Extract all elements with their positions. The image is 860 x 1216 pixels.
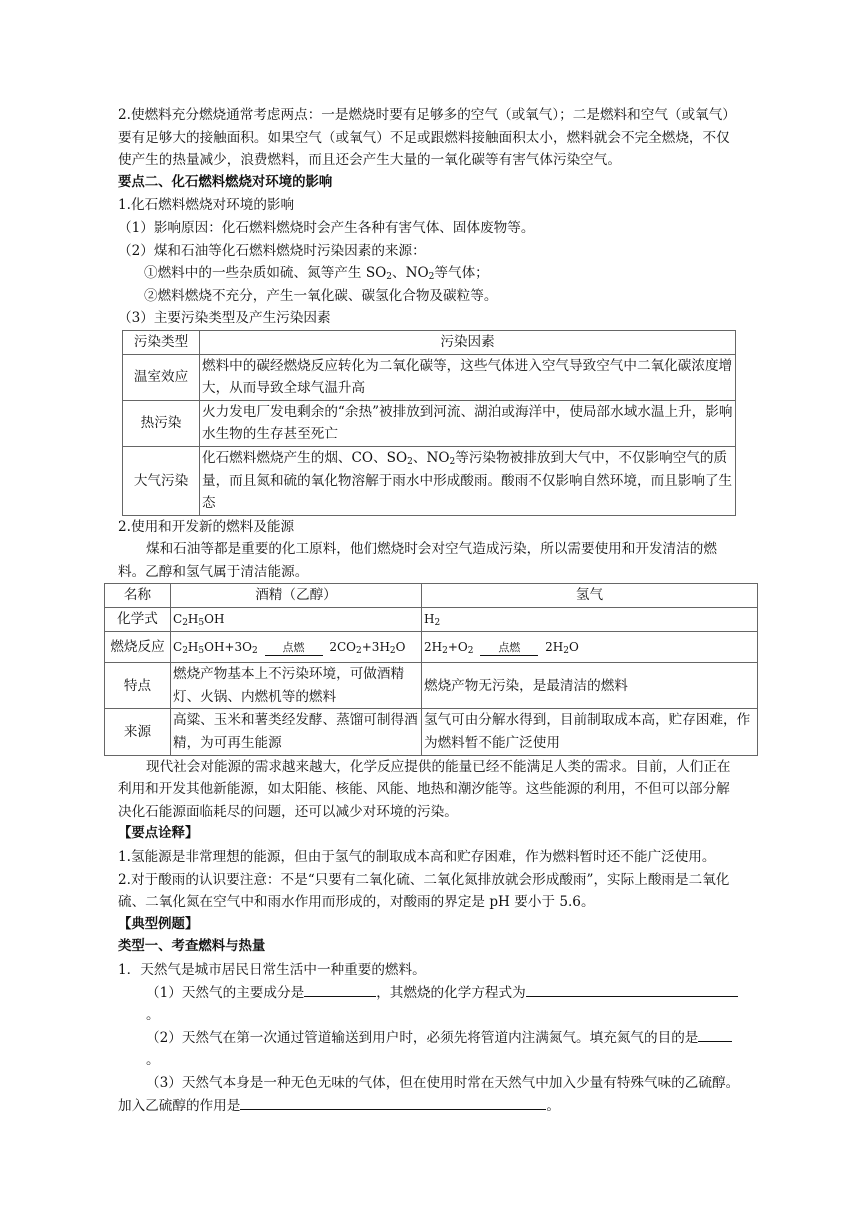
formula-text: 2CO <box>329 639 357 654</box>
subscript: 2 <box>563 645 569 656</box>
formula-text: O <box>395 639 406 654</box>
answer-blank[interactable] <box>304 982 376 997</box>
formula-text: 2H <box>545 639 564 654</box>
section-2-paragraph: 煤和石油等都是重要的化工原料，他们燃烧时会对空气造成污染，所以需要使用和开发清洁的燃料。乙醇和氢气属于清洁能源。 <box>118 541 717 580</box>
table-cell: 化学式 <box>105 608 171 632</box>
question-1-part-1 <box>118 982 740 1027</box>
question-text: （1）天然气的主要成分是 <box>146 984 305 1001</box>
section-1-title: 1.化石燃料燃烧对环境的影响 <box>118 197 295 214</box>
subscript: 2 <box>449 456 456 467</box>
document-page <box>110 104 751 1117</box>
answer-blank[interactable] <box>240 1095 546 1110</box>
subscript: 2 <box>389 645 396 656</box>
item-2a-text: 等气体； <box>434 265 489 282</box>
formula-text: C <box>173 612 183 627</box>
clean-fuel-table <box>104 583 758 755</box>
table-header-row <box>105 584 758 608</box>
question-text: 。 <box>546 1097 560 1114</box>
header-cell: 污染类型 <box>123 330 200 354</box>
header-cell: 氢气 <box>422 584 758 608</box>
cell-text: 化石燃料燃烧产生的烟、CO、SO <box>202 449 408 466</box>
cell-text: 等污染物被排放到大气中，不仅影响空气的质量，而且氮和硫的氧化物溶解于雨水中形成酸雨。酸雨不仅影响自然环境，而且影响了生态 <box>202 449 733 512</box>
subscript: 5 <box>198 645 205 656</box>
table-cell: 热污染 <box>123 400 200 446</box>
table-header-row <box>123 330 736 354</box>
header-cell: 酒精（乙醇） <box>171 584 422 608</box>
subscript: 2 <box>182 645 188 656</box>
formula-text: H <box>424 612 435 627</box>
item-2a-text: ①燃料中的一些杂质如硫、氮等产生 SO <box>144 265 387 282</box>
formula-text: H <box>187 612 199 627</box>
answer-blank[interactable] <box>698 1027 732 1042</box>
subscript: 2 <box>356 645 362 656</box>
formula-text: OH <box>204 612 225 627</box>
formula-text: C <box>173 639 183 654</box>
table-row <box>105 709 758 755</box>
subscript: 2 <box>428 272 435 283</box>
item-2a-text: 、NO <box>392 265 429 282</box>
formula-text: +3H <box>361 639 390 654</box>
formula-text: H <box>187 639 199 654</box>
question-text: ，其燃烧的化学方程式为 <box>376 984 526 1001</box>
subscript: 5 <box>198 618 205 629</box>
section-1-item-2b: ②燃料燃烧不充分，产生一氧化碳、碳氢化合物及碳粒等。 <box>144 287 498 304</box>
header-cell: 污染因素 <box>200 330 736 354</box>
question-text: 。 <box>146 1007 160 1024</box>
subscript: 2 <box>182 618 188 629</box>
table-cell: 高粱、玉米和薯类经发酵、蒸馏可制得酒精，为可再生能源 <box>171 709 422 755</box>
table-cell: 来源 <box>105 709 171 755</box>
table-cell: 燃料中的碳经燃烧反应转化为二氧化碳等，这些气体进入空气导致空气中二氧化碳浓度增大，从而导致全球气温升高 <box>200 354 736 400</box>
table-cell: 特点 <box>105 663 171 709</box>
question-1: 1．天然气是城市居民日常生活中一种重要的燃料。 <box>118 961 426 978</box>
section-1-item-2a <box>118 262 740 285</box>
table-cell: 燃烧产物无污染，是最清洁的燃料 <box>422 663 758 709</box>
section-1-item-1: （1）影响原因：化石燃料燃烧时会产生各种有害气体、固体废物等。 <box>118 219 535 236</box>
answer-blank[interactable] <box>526 982 738 997</box>
section-2-title: 2.使用和开发新的燃料及能源 <box>118 518 295 535</box>
subscript: 2 <box>251 645 258 656</box>
note-2: 2.对于酸雨的认识要注意：不是“只要有二氧化硫、二氧化氮排放就会形成酸雨”，实际上酸雨是二氧化硫、二氧化氮在空气中和雨水作用而形成的，对酸雨的界定是 pH 要小于 5.6。 <box>118 871 730 911</box>
note-1: 1.氢能源是非常理想的能源，但由于氢气的制取成本高和贮存困难，作为燃料暂时还不能广泛使用。 <box>118 849 716 865</box>
paragraph-complete-combustion: 2.使燃料充分燃烧通常考虑两点：一是燃烧时要有足够多的空气（或氧气）；二是燃料和空气（或氧气）要有足够大的接触面积。如果空气（或氧气）不足或跟燃料接触面积太小，燃料就会不完全燃烧，不仅使产生的热量减少，浪费燃料，而且还会产生大量的一氧化碳等有害气体污染空气。 <box>118 107 736 169</box>
paragraph-modern-energy: 现代社会对能源的需求越来越大，化学反应提供的能量已经不能满足人类的需求。目前，人们正在利用和开发其他新能源，如太阳能、核能、风能、地热和潮汐能等。这些能源的利用，不但可以部分解决化石能源面临耗尽的问题，还可以减少对环境的污染。 <box>118 758 731 820</box>
section-1-item-2: （2）煤和石油等化石燃料燃烧时污染因素的来源： <box>118 242 426 259</box>
formula-text: O <box>568 639 579 654</box>
table-row <box>105 608 758 632</box>
question-text: （2）天然气在第一次通过管道输送到用户时，必须先将管道内注满氮气。填充氮气的目的是 <box>146 1029 699 1046</box>
reaction-arrow <box>265 642 323 656</box>
table-cell: 燃烧反应 <box>105 631 171 663</box>
header-cell: 名称 <box>105 584 171 608</box>
heading-key-notes: 【要点诠释】 <box>118 826 199 842</box>
subscript: 2 <box>386 272 393 283</box>
table-cell <box>171 608 422 632</box>
table-row <box>123 354 736 400</box>
table-cell: 火力发电厂发电剩余的“余热”被排放到河流、湖泊或海洋中，使局部水域水温上升，影响水生物的生存甚至死亡 <box>200 400 736 446</box>
reaction-condition: 点燃 <box>498 640 521 654</box>
table-cell: 燃烧产物基本上不污染环境，可做酒精灯、火锅、内燃机等的燃料 <box>171 663 422 709</box>
subscript: 2 <box>467 645 474 656</box>
table-row <box>105 663 758 709</box>
section-1-item-3: （3）主要污染类型及产生污染因素 <box>118 310 331 327</box>
formula-text: OH+3O <box>204 639 252 654</box>
subscript: 2 <box>442 645 448 656</box>
heading-key-point-2: 要点二、化石燃料燃烧对环境的影响 <box>118 174 333 190</box>
table-row <box>123 400 736 446</box>
formula-text: +O <box>447 639 468 654</box>
cell-text: 、NO <box>412 449 450 466</box>
table-cell <box>422 608 758 632</box>
reaction-condition: 点燃 <box>282 640 305 654</box>
heading-type-1: 类型一、考查燃料与热量 <box>118 939 266 955</box>
reaction-arrow <box>480 642 538 656</box>
table-cell <box>422 631 758 663</box>
question-1-part-3 <box>118 1072 740 1117</box>
table-cell: 大气污染 <box>123 446 200 515</box>
table-cell: 氢气可由分解水得到，目前制取成本高，贮存困难，作为燃料暂不能广泛使用 <box>422 709 758 755</box>
table-cell: 温室效应 <box>123 354 200 400</box>
table-row <box>123 446 736 515</box>
formula-text: 2H <box>424 639 443 654</box>
table-row <box>105 631 758 663</box>
subscript: 2 <box>407 456 413 467</box>
question-text: 。 <box>146 1052 160 1069</box>
table-cell <box>200 446 736 515</box>
heading-examples: 【典型例题】 <box>118 916 199 932</box>
question-1-part-2 <box>118 1027 740 1072</box>
table-cell <box>171 631 422 663</box>
subscript: 2 <box>434 618 441 629</box>
question-text: （3）天然气本身是一种无色无味的气体，但在使用时常在天然气中加入少量有特殊气味的乙硫醇。加入乙硫醇的作用是 <box>118 1074 740 1114</box>
pollution-table <box>122 330 736 516</box>
